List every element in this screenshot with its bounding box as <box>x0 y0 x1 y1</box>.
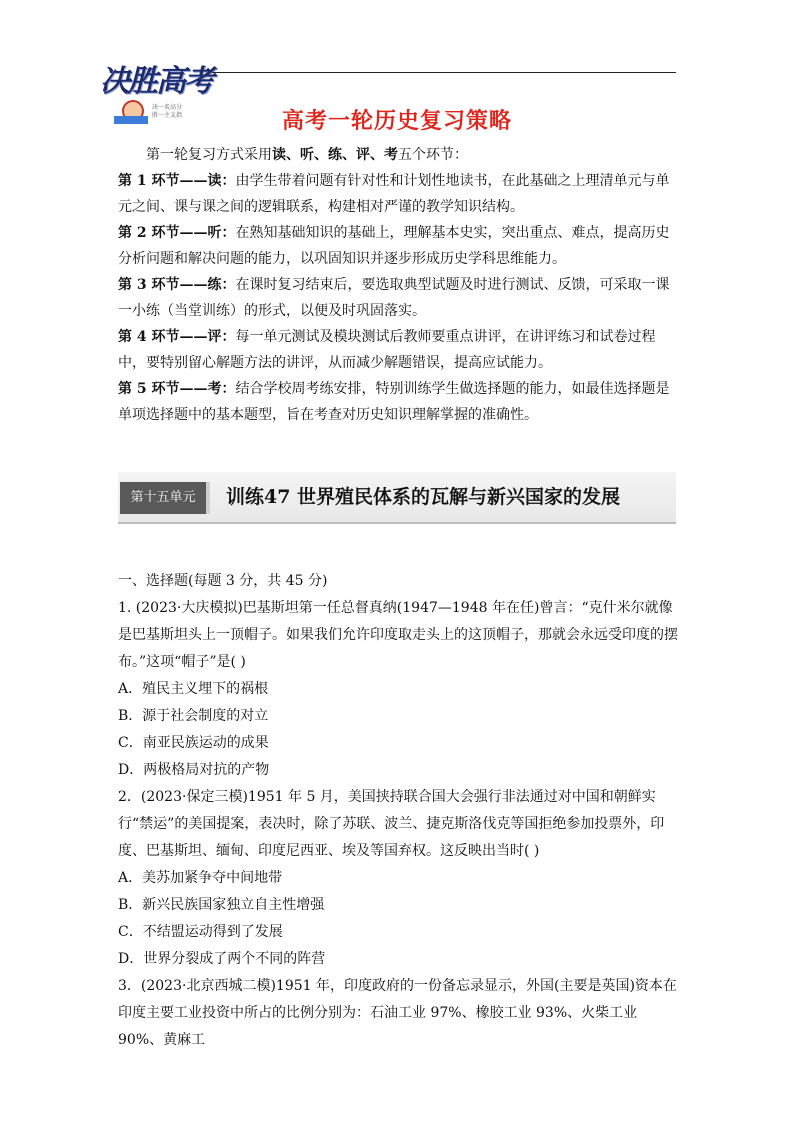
stage-2: 第 2 环节——听：在熟知基础知识的基础上，理解基本史实，突出重点、难点，提高历史分析问题和解决问题的能力，以巩固知识并逐步形成历史学科思维能力。 <box>118 225 670 267</box>
question-1-option-d: D．两极格局对抗的产物 <box>118 762 270 778</box>
unit-title: 训练47 世界殖民体系的瓦解与新兴国家的发展 <box>226 486 621 508</box>
page-title: 高考一轮历史复习策略 <box>281 109 512 134</box>
unit-banner <box>118 472 676 524</box>
question-2-option-b: B．新兴民族国家独立自主性增强 <box>118 897 325 913</box>
question-2-stem: 2．(2023·保定三模)1951 年 5 月，美国挟持联合国大会强行非法通过对中国和朝鲜实行“禁运”的美国提案，表决时，除了苏联、波兰、捷克斯洛伐克等国拒绝参加投票外，印度、巴基斯坦、缅甸、印度尼西亚、埃及等国弃权。这反映出当时( ) <box>118 789 665 859</box>
question-section <box>118 568 680 1054</box>
question-3-stem: 3．(2023·北京西城二模)1951 年，印度政府的一份备忘录显示，外国(主要是英国)资本在印度主要工业投资中所占的比例分别为：石油工业 97%、橡胶工业 93%、火柴工业 90%、黄麻工 <box>118 978 677 1048</box>
question-1-option-b: B．源于社会制度的对立 <box>118 708 269 724</box>
question-2-option-c: C．不结盟运动得到了发展 <box>118 924 283 940</box>
intro-paragraph: 第一轮复习方式采用读、听、练、评、考五个环节： 第 1 环节——读：由学生带着问题有针对性和计划性地读书，在此基础之上理清单元与单元之间、课与课之间的逻辑联系，构建相对严谨的教学知识结构。 第 2 环节——听：在熟知基础知识的基础上，理解基本史实，突出重点、难点，提高历史分析问题和解决问题的能力，以巩固知识并逐步形成历史学科思维能力。 第 3 环节——练：在课时复习结束后，要选取典型试题及时进行测试、反馈，可采取一课一小练（当堂训练）的形式，以便及时巩固落实。 第 4 环节——评：每一单元测试及模块测试后教师要重点讲评，在讲评练习和试卷过程中，要特别留心解题方法的讲评，从而减少解题错误，提高应试能力。 第 5 环节——考：结合学校周考练安排，特别训练学生做选择题的能力，如最佳选择题是单项选择题中的基本题型，旨在考查对历史知识理解掌握的准确性。 <box>118 142 678 428</box>
stage-3: 第 3 环节——练：在课时复习结束后，要选取典型试题及时进行测试、反馈，可采取一课一小练（当堂训练）的形式，以便及时巩固落实。 <box>118 277 670 319</box>
logo-text: 决胜高考 <box>100 64 212 99</box>
question-1-stem: 1. (2023·大庆模拟)巴基斯坦第一任总督真纳(1947—1948 年在任)曾言：“克什米尔就像是巴基斯坦头上一顶帽子。如果我们允许印度取走头上的这顶帽子，那就会永远受印度的摆布。”这项“帽子”是( ) <box>118 600 678 670</box>
logo-tagline: 决一炙高分 胜一主支指 <box>152 104 183 119</box>
unit-tab: 第十五单元 <box>120 482 210 514</box>
header-rule <box>212 72 676 73</box>
stage-4: 第 4 环节——评：每一单元测试及模块测试后教师要重点讲评，在讲评练习和试卷过程中，要特别留心解题方法的讲评，从而减少解题错误，提高应试能力。 <box>118 329 656 371</box>
question-1-option-a: A．殖民主义埋下的祸根 <box>118 681 269 697</box>
section-header: 一、选择题(每题 3 分，共 45 分) <box>118 573 328 589</box>
stage-1: 第 1 环节——读：由学生带着问题有针对性和计划性地读书，在此基础之上理清单元与单元之间、课与课之间的逻辑联系，构建相对严谨的教学知识结构。 <box>118 173 670 215</box>
question-2-option-d: D．世界分裂成了两个不同的阵营 <box>118 951 326 967</box>
stage-5: 第 5 环节——考：结合学校周考练安排，特别训练学生做选择题的能力，如最佳选择题是单项选择题中的基本题型，旨在考查对历史知识理解掌握的准确性。 <box>118 381 670 423</box>
question-2-option-a: A．美苏加紧争夺中间地带 <box>118 870 283 886</box>
question-1-option-c: C．南亚民族运动的成果 <box>118 735 269 751</box>
